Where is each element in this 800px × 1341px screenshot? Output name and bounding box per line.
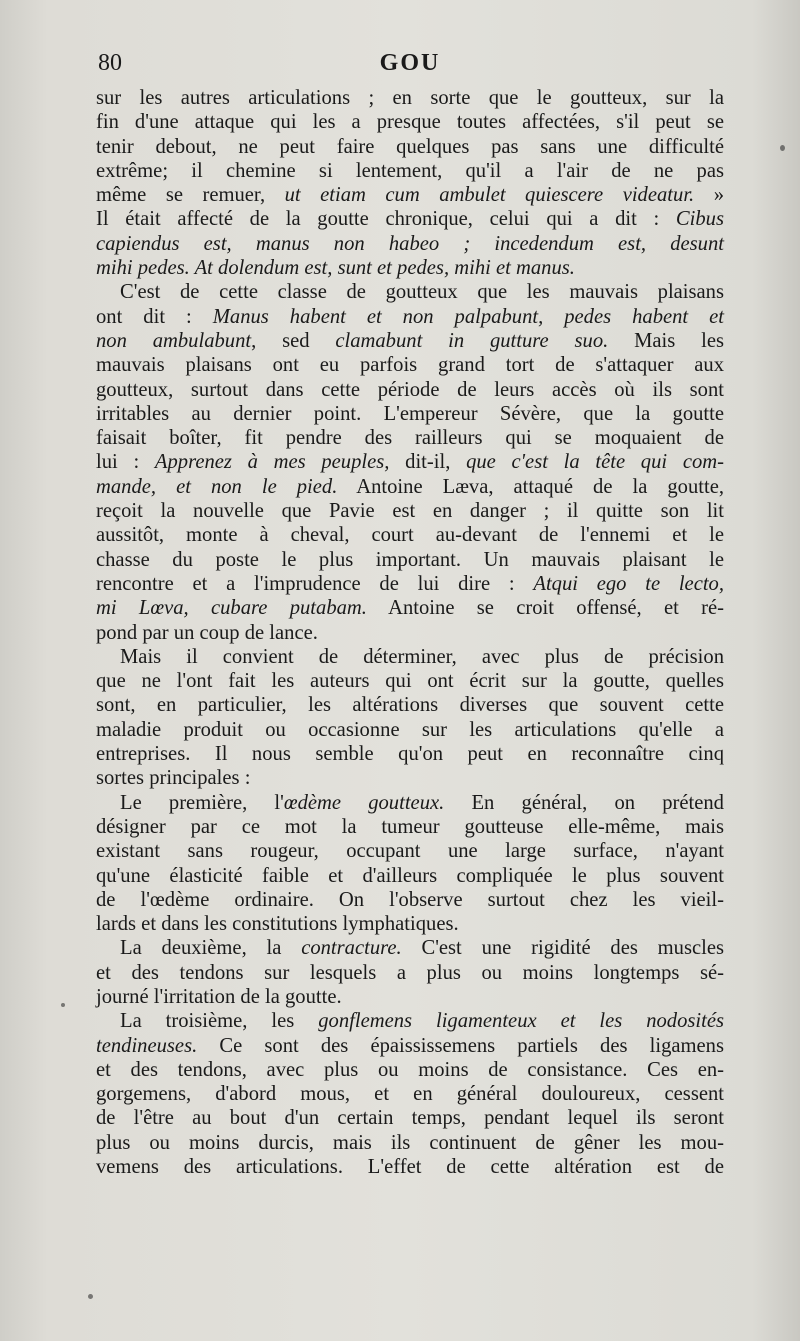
text-line [96, 718, 724, 742]
text-run: lui : [96, 451, 155, 474]
text-line [96, 329, 724, 353]
text-line [96, 232, 724, 256]
text-run: et des tendons sur lesquels a plus ou moins longtemps sé- [96, 961, 724, 984]
text-run: maladie produit ou occasionne sur les articulations qu'elle a [96, 718, 724, 741]
ink-spot [61, 1003, 65, 1007]
text-run: que ne l'ont fait les auteurs qui ont écrit sur la goutte, quelles [96, 670, 724, 693]
text-line [96, 693, 724, 717]
italic-text: clamabunt in gutture suo. [335, 329, 609, 352]
text-line [96, 86, 724, 110]
text-line [96, 621, 724, 645]
text-line [96, 426, 724, 450]
text-run: C'est une rigidité des muscles [401, 937, 724, 960]
text-line [96, 596, 724, 620]
text-run: » [694, 184, 725, 207]
text-run: mauvais plaisans ont eu parfois grand tort de s'attaquer aux [96, 354, 724, 377]
text-line [96, 815, 724, 839]
text-line [96, 207, 724, 231]
text-line [96, 256, 724, 280]
text-run: tenir debout, ne peut faire quelques pas sans une difficulté [96, 135, 724, 158]
text-run: rencontre et a l'imprudence de lui dire : [96, 572, 534, 595]
text-line [96, 766, 724, 790]
italic-text: ut etiam cum ambulet quiescere videatur. [284, 184, 695, 207]
text-run: Mais les [608, 329, 724, 352]
text-run: aussitôt, monte à cheval, court au-devant de l'ennemi et le [96, 524, 724, 547]
italic-text: que c'est la tête qui com- [466, 451, 725, 474]
text-run: lards et dans les constitutions lymphatiques. [96, 913, 459, 936]
text-line [96, 1082, 724, 1106]
text-line [96, 912, 724, 936]
italic-text: mande, et non le pied. [96, 475, 338, 498]
text-line [96, 499, 724, 523]
italic-text: gonflemens ligamenteux et les nodosités [318, 1010, 725, 1033]
text-line [96, 888, 724, 912]
text-run: journé l'irritation de la goutte. [96, 985, 342, 1008]
text-run: reçoit la nouvelle que Pavie est en danger ; il quitte son lit [96, 500, 724, 523]
italic-text: mi Lœva, cubare putabam. [96, 597, 367, 620]
text-run: C'est de cette classe de goutteux que les mauvais plaisans [120, 281, 724, 304]
text-run: goutteux, surtout dans cette période de leurs accès où ils sont [96, 378, 724, 401]
italic-text: mihi pedes. At dolendum est, sunt et pedes, mihi et manus. [96, 257, 575, 280]
page-header [98, 50, 722, 86]
text-line [96, 985, 724, 1009]
text-run: désigner par ce mot la tumeur goutteuse elle-même, mais [96, 815, 724, 838]
text-run: sur les autres articulations ; en sorte que le goutteux, sur la [96, 87, 724, 109]
text-line [96, 669, 724, 693]
italic-text: Manus habent et non palpabunt, pedes habent et [212, 305, 724, 328]
text-line [96, 839, 724, 863]
text-line [96, 1155, 724, 1179]
text-run: extrême; il chemine si lentement, qu'il a l'air de ne pas [96, 159, 724, 182]
text-run: même se remuer, [96, 184, 285, 207]
italic-text: capiendus est, manus non habeo ; incedendum est, desunt [96, 232, 724, 255]
text-run: gorgemens, d'abord mous, et en général douloureux, cessent [96, 1083, 724, 1106]
text-run: qu'une élasticité faible et d'ailleurs compliquée le plus souvent [96, 864, 724, 887]
text-run: existant sans rougeur, occupant une large surface, n'ayant [96, 840, 724, 863]
page-number: 80 [98, 50, 122, 76]
text-line [96, 402, 724, 426]
text-line [96, 378, 724, 402]
text-line [96, 110, 724, 134]
text-run: et des tendons, avec plus ou moins de consistance. Ces en- [96, 1058, 724, 1081]
italic-text: œdème goutteux. [283, 791, 445, 814]
text-line [96, 135, 724, 159]
text-run: chasse du poste le plus important. Un mauvais plaisant le [96, 548, 724, 571]
italic-text: contracture. [301, 937, 402, 960]
text-run: En général, on prétend [444, 791, 724, 814]
body-text [96, 86, 724, 1179]
text-run: Antoine se croit offensé, et ré- [366, 597, 725, 620]
italic-text: Apprenez à mes peuples, [154, 451, 390, 474]
text-run: Mais il convient de déterminer, avec plus de précision [120, 645, 724, 668]
text-run: ont dit : [96, 305, 213, 328]
ink-spot [88, 1294, 93, 1299]
text-run: sortes principales : [96, 767, 251, 790]
text-line [96, 1131, 724, 1155]
text-line [96, 523, 724, 547]
text-run: fin d'une attaque qui les a presque toutes affectées, s'il peut se [96, 111, 724, 134]
text-run: dit-il, [389, 451, 467, 474]
text-line [96, 742, 724, 766]
text-run: faisait boîter, fit pendre des railleurs qui se moquaient de [96, 427, 724, 450]
ink-spot [780, 145, 785, 151]
italic-text: Cibus [675, 208, 724, 231]
text-run: de l'œdème ordinaire. On l'observe surtout chez les vieil- [96, 888, 724, 911]
text-line [96, 280, 724, 304]
text-line [96, 548, 724, 572]
text-run: irritables au dernier point. L'empereur Sévère, que la goutte [96, 402, 724, 425]
text-run: sont, en particulier, les altérations diverses que souvent cette [96, 694, 724, 717]
text-run: vemens des articulations. L'effet de cette altération est de [96, 1156, 724, 1179]
text-line [96, 572, 724, 596]
text-line [96, 961, 724, 985]
text-run: pond par un coup de lance. [96, 621, 318, 644]
text-line [96, 1106, 724, 1130]
italic-text: tendineuses. [96, 1034, 198, 1057]
text-line [96, 864, 724, 888]
text-line [96, 645, 724, 669]
text-line [96, 936, 724, 960]
text-run: de l'être au bout d'un certain temps, pendant lequel ils seront [96, 1107, 724, 1130]
italic-text: non ambulabunt [96, 329, 252, 352]
text-run: Le première, l' [120, 791, 284, 814]
text-run: La deuxième, la [120, 937, 302, 960]
text-line [96, 1034, 724, 1058]
running-head: GOU [379, 50, 441, 76]
text-run: Antoine Læva, attaqué de la goutte, [337, 475, 724, 498]
text-run: La troisième, les [120, 1010, 319, 1033]
text-run: Ce sont des épaississemens partiels des ligamens [197, 1034, 724, 1057]
text-line [96, 1009, 724, 1033]
text-run: , sed [251, 329, 336, 352]
italic-text: Atqui ego te lecto, [533, 572, 725, 595]
text-line [96, 450, 724, 474]
text-run: Il était affecté de la goutte chronique, celui qui a dit : [96, 208, 676, 231]
text-run: entreprises. Il nous semble qu'on peut en reconnaître cinq [96, 743, 724, 766]
text-line [96, 791, 724, 815]
text-line [96, 1058, 724, 1082]
text-line [96, 159, 724, 183]
text-line [96, 475, 724, 499]
text-line [96, 305, 724, 329]
text-line [96, 353, 724, 377]
text-run: plus ou moins durcis, mais ils continuent de gêner les mou- [96, 1131, 724, 1154]
text-line [96, 183, 724, 207]
